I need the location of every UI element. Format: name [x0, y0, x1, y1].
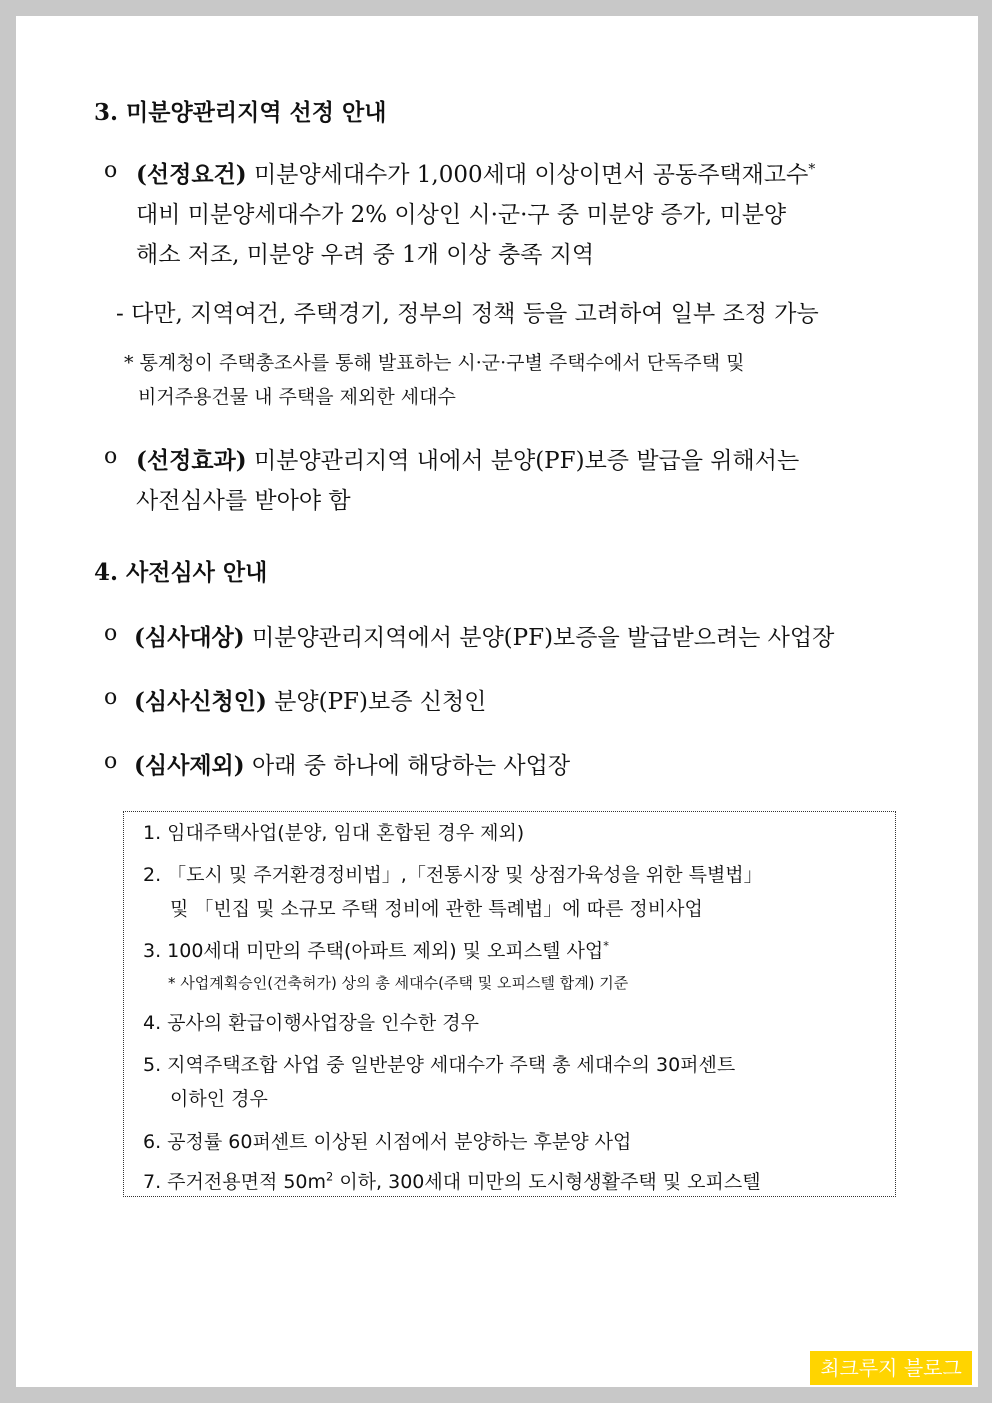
section-3-title: 3. 미분양관리지역 선정 안내: [94, 99, 387, 126]
requirements-line-3: 해소 저조, 미분양 우려 중 1개 이상 충족 지역: [136, 242, 595, 268]
exclusion-item-4: 4. 공사의 환급이행사업장을 인수한 경우: [143, 1012, 479, 1034]
target-line: [134, 619, 834, 652]
applicant-line: [134, 683, 486, 716]
target-text: 미분양관리지역에서 분양(PF)보증을 발급받으려는 사업장: [251, 625, 835, 651]
exclusion-label: (심사제외): [134, 752, 245, 779]
applicant-label: (심사신청인): [134, 688, 267, 715]
exclusion-item-7-sup: 2: [326, 1169, 334, 1184]
effect-text-1: 미분양관리지역 내에서 분양(PF)보증 발급을 위해서는: [253, 448, 800, 474]
adjustment-note: - 다만, 지역여건, 주택경기, 정부의 정책 등을 고려하여 일부 조정 가능: [116, 301, 819, 327]
exclusion-item-5-line-1: 5. 지역주택조합 사업 중 일반분양 세대수가 주택 총 세대수의 30퍼센트: [143, 1054, 736, 1076]
exclusion-text: 아래 중 하나에 해당하는 사업장: [251, 753, 571, 779]
exclusion-item-2-line-1: 2. 「도시 및 주거환경정비법」,「전통시장 및 상점가육성을 위한 특별법」: [143, 864, 763, 886]
exclusion-item-6: 6. 공정률 60퍼센트 이상된 시점에서 분양하는 후분양 사업: [143, 1131, 632, 1153]
applicant-text: 분양(PF)보증 신청인: [274, 689, 487, 715]
bullet-target: o: [104, 621, 118, 646]
effect-line-2: 사전심사를 받아야 함: [136, 488, 351, 514]
footnote-line-2: 비거주용건물 내 주택을 제외한 세대수: [138, 386, 456, 408]
exclusion-item-3: [143, 936, 609, 963]
section-4-title: 4. 사전심사 안내: [94, 559, 268, 586]
requirements-star: *: [808, 161, 816, 178]
exclusion-item-7-pre: 7. 주거전용면적 50m: [143, 1171, 327, 1193]
bullet-exclusion: o: [104, 749, 118, 774]
exclusion-box: [123, 811, 896, 1197]
exclusion-item-7-post: 이하, 300세대 미만의 도시형생활주택 및 오피스텔: [333, 1171, 761, 1193]
exclusion-item-7: [143, 1167, 761, 1194]
effect-line-1: [136, 442, 799, 475]
exclusion-item-3-note: * 사업계획승인(건축허가) 상의 총 세대수(주택 및 오피스텔 합계) 기준: [168, 974, 629, 992]
document-page: [16, 16, 978, 1387]
footnote-line-1: * 통계청이 주택총조사를 통해 발표하는 시·군·구별 주택수에서 단독주택 및: [124, 352, 745, 374]
exclusion-item-3-text: 3. 100세대 미만의 주택(아파트 제외) 및 오피스텔 사업: [143, 940, 604, 962]
requirements-line-1: [136, 156, 815, 189]
exclusion-item-1: 1. 임대주택사업(분양, 임대 혼합된 경우 제외): [143, 822, 525, 844]
exclusion-item-5-line-2: 이하인 경우: [170, 1088, 268, 1110]
blog-watermark: 최크루지 블로그: [810, 1351, 972, 1385]
requirements-line-2: 대비 미분양세대수가 2% 이상인 시·군·구 중 미분양 증가, 미분양: [136, 202, 787, 228]
bullet-effect: o: [104, 444, 118, 469]
exclusion-item-3-star: *: [603, 938, 609, 953]
exclusion-line: [134, 747, 570, 780]
bullet-applicant: o: [104, 685, 118, 710]
target-label: (심사대상): [134, 624, 245, 651]
requirements-label: (선정요건): [136, 161, 247, 188]
requirements-text-1: 미분양세대수가 1,000세대 이상이면서 공동주택재고수: [253, 162, 809, 188]
effect-label: (선정효과): [136, 447, 247, 474]
bullet-requirements: o: [104, 158, 118, 183]
exclusion-item-2-line-2: 및 「빈집 및 소규모 주택 정비에 관한 특례법」에 따른 정비사업: [170, 898, 703, 920]
